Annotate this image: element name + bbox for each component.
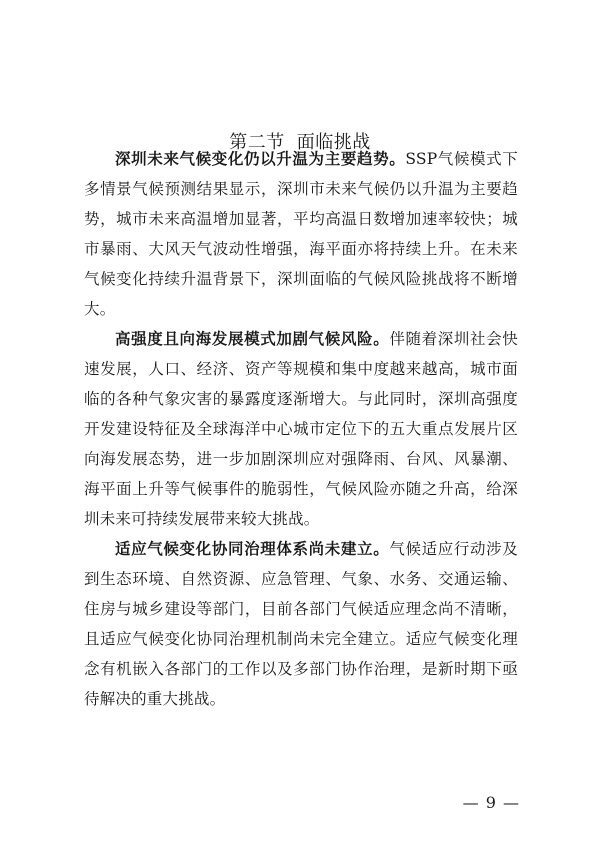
paragraph-body: SSP气候模式下多情景气候预测结果显示，深圳市未来气候仍以升温为主要趋势，城市未来高温增加显著，平均高温日数增加速率较快；城市暴雨、大风天气波动性增强，海平面亦将持续上升。在未来气候变化持续升温背景下，深圳面临的气候风险挑战将不断增大。	[84, 150, 518, 318]
paragraph-body: 伴随着深圳社会快速发展，人口、经济、资产等规模和集中度越来越高，城市面临的各种气象灾害的暴露度逐渐增大。与此同时，深圳高强度开发建设特征及全球海洋中心城市定位下的五大重点发展片区向海发展态势，进一步加剧深圳应对强降雨、台风、风暴潮、海平面上升等气候事件的脆弱性，气候风险亦随之升高，给深圳未来可持续发展带来较大挑战。	[84, 330, 518, 528]
paragraph-warming-trend	[84, 144, 518, 324]
page-number: — 9 —	[462, 793, 520, 812]
section-number: 第二节	[229, 131, 285, 153]
section-title: 面临挑战	[296, 131, 371, 153]
paragraph-lead: 适应气候变化协同治理体系尚未建立。	[115, 540, 390, 558]
paragraph-governance	[84, 534, 518, 714]
paragraph-development-risk	[84, 324, 518, 534]
paragraph-body: 气候适应行动涉及到生态环境、自然资源、应急管理、气象、水务、交通运输、住房与城乡建设等部门，目前各部门气候适应理念尚不清晰，且适应气候变化协同治理机制尚未完全建立。适应气候变化理念有机嵌入各部门的工作以及多部门协作治理，是新时期下亟待解决的重大挑战。	[84, 540, 518, 708]
paragraph-lead: 高强度且向海发展模式加剧气候风险。	[115, 330, 390, 348]
paragraph-lead: 深圳未来气候变化仍以升温为主要趋势。	[115, 150, 406, 168]
